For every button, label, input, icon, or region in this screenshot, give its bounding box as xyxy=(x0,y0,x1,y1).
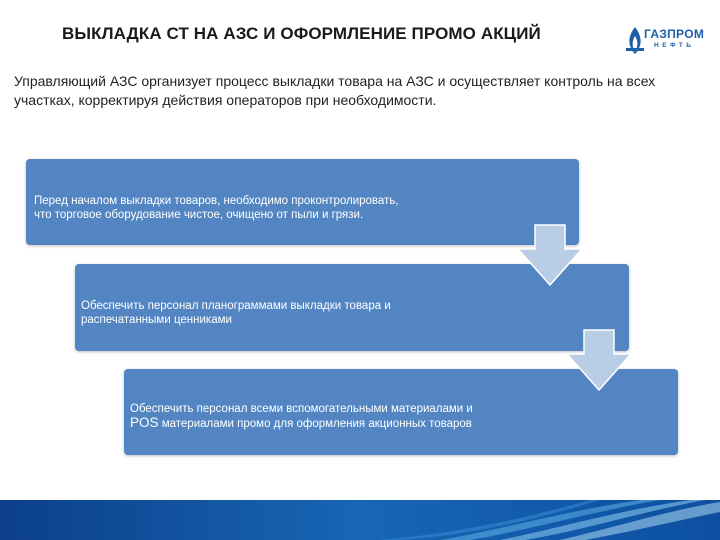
step-2-line-2: распечатанными ценниками xyxy=(81,314,232,326)
step-box-1 xyxy=(26,159,579,245)
gazprom-neft-logo xyxy=(626,24,704,60)
step-text-3 xyxy=(130,402,670,431)
logo-word: ГАЗПРОМ xyxy=(644,27,705,41)
step-1-line-2: что торговое оборудование чистое, очищено от пыли и грязи. xyxy=(34,209,364,221)
step-3-line-1: Обеспечить персонал всеми вспомогательными материалами и xyxy=(130,403,473,415)
down-arrow-icon xyxy=(566,329,632,391)
step-3-line-2-rest: материалами промо для оформления акционных товаров xyxy=(158,418,472,430)
footer-wave-band xyxy=(0,500,720,540)
step-1-line-1: Перед началом выкладки товаров, необходимо проконтролировать, xyxy=(34,195,399,207)
page-title: ВЫКЛАДКА СТ НА АЗС И ОФОРМЛЕНИЕ ПРОМО АКЦИЙ xyxy=(62,24,541,43)
flame-icon xyxy=(626,26,644,56)
pos-label: POS xyxy=(130,415,159,430)
intro-text: Управляющий АЗС организует процесс выкладки товара на АЗС и осуществляет контроль на всех участках, корректируя действия операторов при необходимости. xyxy=(14,73,656,108)
step-2-line-1: Обеспечить персонал планограммами выкладки товара и xyxy=(81,300,391,312)
step-text-2 xyxy=(81,299,621,327)
step-text-1 xyxy=(34,194,574,222)
logo-sub: НЕФТЬ xyxy=(654,42,695,49)
down-arrow-icon xyxy=(517,224,583,286)
step-3-line-2 xyxy=(130,416,670,431)
